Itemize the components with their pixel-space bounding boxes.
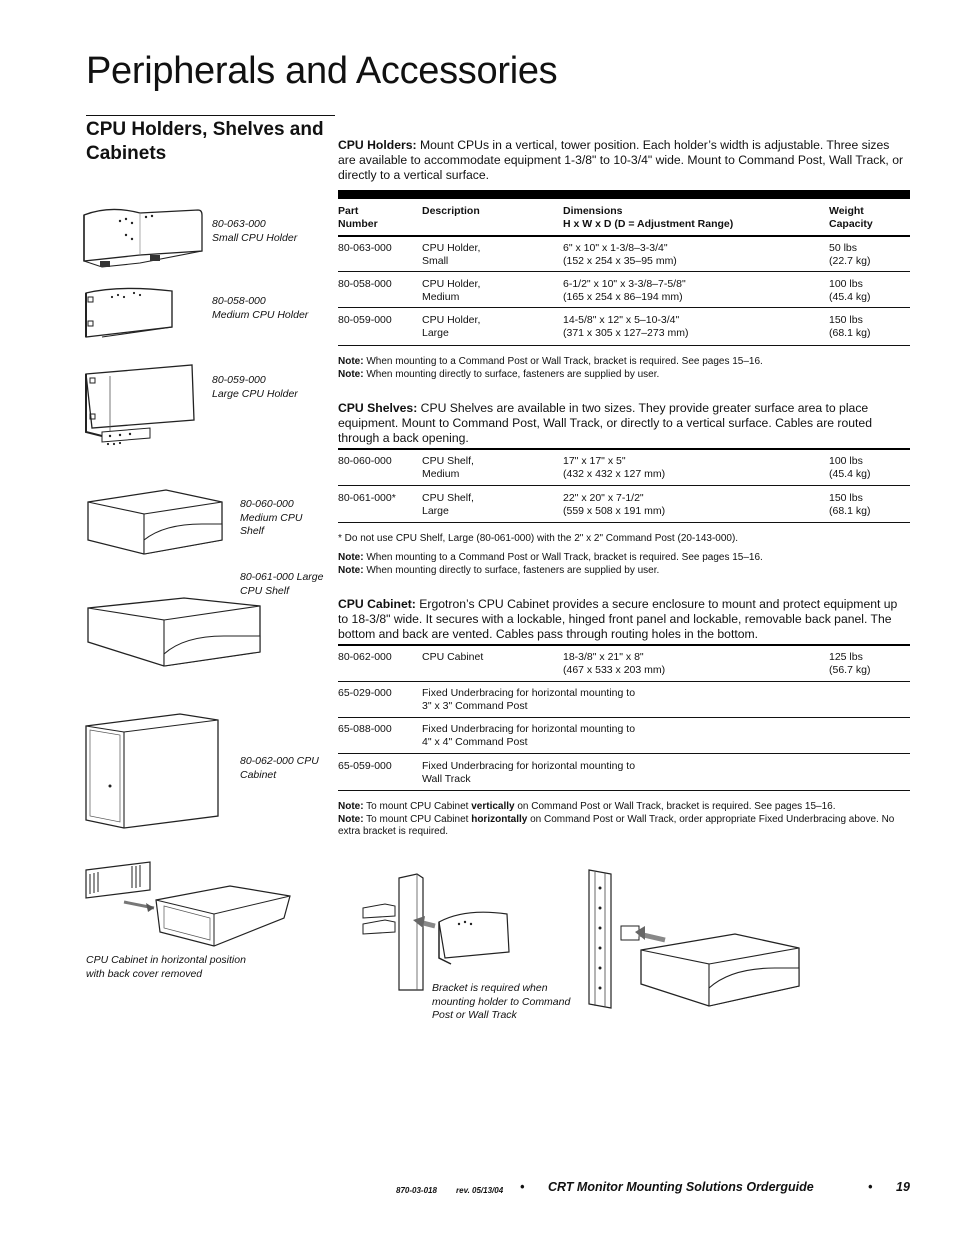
cabinet-table-rule — [338, 644, 910, 646]
row-desc: CPU Shelf, Medium — [422, 455, 474, 480]
caption-medium-holder: 80-058-000 Medium CPU Holder — [212, 295, 309, 321]
header-wt-line1: Weight — [829, 205, 864, 217]
caption-horizontal: CPU Cabinet in horizontal position with back cover removed — [86, 954, 246, 980]
header-description: Description — [422, 205, 480, 217]
row-part: 80-060-000 — [338, 455, 392, 467]
wall-track-shelf-image — [585, 868, 805, 1013]
row-weight: 50 lbs (22.7 kg) — [829, 242, 871, 267]
footer-revision: rev. 05/13/04 — [456, 1186, 504, 1195]
medium-cpu-shelf-image — [84, 488, 234, 558]
row-part: 65-088-000 — [338, 723, 392, 735]
row-weight: 125 lbs (56.7 kg) — [829, 651, 871, 676]
section-rule — [86, 115, 335, 116]
medium-cpu-holder-image — [80, 285, 210, 345]
row-desc: CPU Shelf, Large — [422, 492, 474, 517]
header-rule — [338, 235, 910, 237]
caption-large-holder: 80-059-000 Large CPU Holder — [212, 374, 298, 400]
footer-bullet-1: • — [520, 1180, 525, 1194]
header-wt-line2: Capacity — [829, 218, 873, 230]
row-weight: 150 lbs (68.1 kg) — [829, 492, 871, 517]
cabinet-horizontal-image — [84, 860, 294, 950]
row-desc: Fixed Underbracing for horizontal mounting to 4" x 4" Command Post — [422, 723, 636, 748]
row-part: 65-059-000 — [338, 760, 392, 772]
row-part: 80-063-000 — [338, 242, 392, 254]
row-dim: 17" x 17" x 5" (432 x 432 x 127 mm) — [563, 455, 666, 480]
cabinet-intro — [338, 597, 910, 642]
large-cpu-shelf-image — [84, 596, 264, 670]
row-weight: 150 lbs (68.1 kg) — [829, 314, 871, 339]
row-desc: CPU Cabinet — [422, 651, 484, 663]
footer-page-number: 19 — [896, 1180, 910, 1194]
row-dim: 22" x 20" x 7-1/2" (559 x 508 x 191 mm) — [563, 492, 666, 517]
header-dimensions — [563, 205, 733, 231]
row-divider — [338, 790, 910, 791]
shelves-lead: CPU Shelves: — [338, 401, 418, 415]
cpu-cabinet-image — [84, 712, 224, 832]
cabinet-lead: CPU Cabinet: — [338, 597, 416, 611]
command-post-bracket-image — [355, 872, 515, 992]
section-title: CPU Holders, Shelves and Cabinets — [86, 119, 324, 164]
row-desc: Fixed Underbracing for horizontal mounting to Wall Track — [422, 760, 636, 785]
row-divider — [338, 753, 910, 754]
caption-large-shelf: 80-061-000 Large CPU Shelf — [240, 571, 324, 597]
row-part: 80-059-000 — [338, 314, 392, 326]
caption-cabinet: 80-062-000 CPU Cabinet — [240, 755, 319, 781]
shelves-intro — [338, 401, 910, 446]
shelves-text: CPU Shelves are available in two sizes. They provide greater surface area to place equipment. Mount to Command Post, Wall Track, or directly to a vertical surface. Cables are routed through a back opening. — [338, 401, 872, 445]
shelf-footnote: * Do not use CPU Shelf, Large (80-061-000) with the 2" x 2" Command Post (20-143-000). — [338, 533, 739, 544]
page-title: Peripherals and Accessories — [86, 50, 558, 92]
shelf-notes: Note: When mounting to a Command Post or Wall Track, bracket is required. See pages 15–16. Note: When mounting directly to surface, fasteners are supplied by user. — [338, 552, 763, 576]
row-desc: Fixed Underbracing for horizontal mounting to 3" x 3" Command Post — [422, 687, 636, 712]
header-dim-line2: H x W x D (D = Adjustment Range) — [563, 218, 734, 230]
header-part — [338, 205, 378, 231]
holders-lead: CPU Holders: — [338, 138, 417, 152]
holders-text: Mount CPUs in a vertical, tower position. Each holder’s width is adjustable. Three sizes are available to accommodate equipment 1-3/8" to 10-3/4" wide. Mount to Command Post, Wall Track, or directly to a vertical surface. — [338, 138, 904, 182]
cabinet-notes: Note: To mount CPU Cabinet vertically on Command Post or Wall Track, bracket is required. See pages 15–16. Note: To mount CPU Cabinet horizontally on Command Post or Wall Track, order appropriate Fixed Underbracing above. No extra bracket is required. — [338, 801, 895, 837]
large-cpu-holder-image — [80, 362, 210, 454]
row-part: 80-058-000 — [338, 278, 392, 290]
footer-doc-number: 870-03-018 — [396, 1186, 437, 1195]
row-desc: CPU Holder, Large — [422, 314, 481, 339]
footer-guide-title: CRT Monitor Mounting Solutions Orderguide — [548, 1180, 814, 1194]
row-dim: 14-5/8" x 12" x 5–10-3/4" (371 x 305 x 127–273 mm) — [563, 314, 689, 339]
holder-notes: Note: When mounting to a Command Post or Wall Track, bracket is required. See pages 15–16. Note: When mounting directly to surface, fasteners are supplied by user. — [338, 356, 763, 380]
row-desc: CPU Holder, Medium — [422, 278, 481, 303]
row-divider — [338, 681, 910, 682]
row-divider — [338, 271, 910, 272]
shelf-table-rule — [338, 448, 910, 450]
footer-bullet-2: • — [868, 1180, 873, 1194]
row-part: 80-062-000 — [338, 651, 392, 663]
row-part: 65-029-000 — [338, 687, 392, 699]
row-dim: 6" x 10" x 1-3/8–3-3/4" (152 x 254 x 35–95 mm) — [563, 242, 677, 267]
header-part-line2: Number — [338, 218, 378, 230]
header-part-line1: Part — [338, 205, 359, 217]
row-part: 80-061-000* — [338, 492, 396, 504]
row-divider — [338, 522, 910, 523]
row-divider — [338, 485, 910, 486]
row-dim: 18-3/8" x 21" x 8" (467 x 533 x 203 mm) — [563, 651, 666, 676]
small-cpu-holder-image — [80, 205, 210, 273]
row-desc: CPU Holder, Small — [422, 242, 481, 267]
header-weight — [829, 205, 873, 231]
row-dim: 6-1/2" x 10" x 3-3/8–7-5/8" (165 x 254 x 86–194 mm) — [563, 278, 686, 303]
caption-bracket: Bracket is required when mounting holder to Command Post or Wall Track — [432, 982, 571, 1021]
holders-intro — [338, 138, 910, 183]
table-top-rule — [338, 190, 910, 199]
header-dim-line1: Dimensions — [563, 205, 623, 217]
row-divider — [338, 307, 910, 308]
row-weight: 100 lbs (45.4 kg) — [829, 455, 871, 480]
row-divider — [338, 717, 910, 718]
row-weight: 100 lbs (45.4 kg) — [829, 278, 871, 303]
caption-small-holder: 80-063-000 Small CPU Holder — [212, 218, 298, 244]
caption-medium-shelf: 80-060-000 Medium CPU Shelf — [240, 498, 303, 537]
row-divider — [338, 345, 910, 346]
cabinet-text: Ergotron’s CPU Cabinet provides a secure enclosure to mount and protect equipment up to 18-3/8" wide. It secures with a lockable, hinged front panel and lockable, removable back panel. The bottom and back are vented. Cables pass through routing holes in the bottom. — [338, 597, 898, 641]
